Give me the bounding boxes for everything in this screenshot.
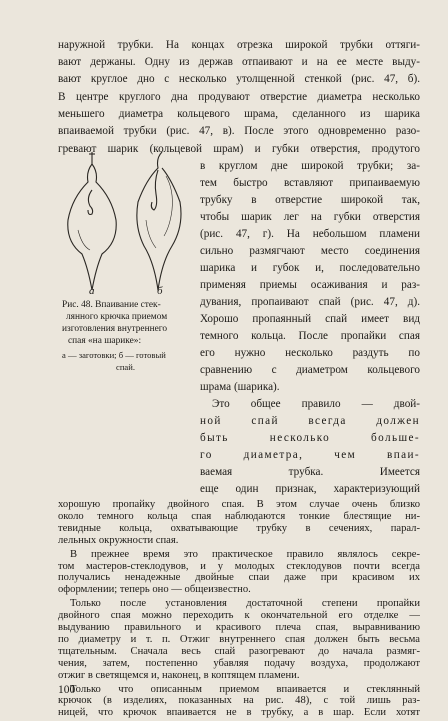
text-line: В центре круглого дна продувают отверстие диаметра несколько: [58, 91, 420, 103]
figure-legend-line: а — заготовки; б — готовый: [62, 350, 166, 360]
text-line: двойного спая можно переходить к окончательной его отделке —: [58, 610, 420, 622]
text-line: оформлении; теперь оно — общеизвестно.: [58, 584, 251, 596]
figure-caption-line: Рис. 48. Впаивание стек-: [62, 300, 161, 310]
text-line: шрама (шарика).: [200, 381, 280, 393]
figure-legend-line: спай.: [116, 362, 135, 372]
figure-caption-line: спая «на шарике»:: [68, 336, 142, 346]
figure-48-illustration: [58, 150, 198, 310]
text-line: тем быстро вставляют припаиваемую: [200, 177, 420, 189]
text-line: ваемая трубка. Имеется: [200, 466, 420, 478]
text-line: его нужно несколько раздуть по: [200, 347, 420, 359]
text-line: выдуванию правильного и красивого плеча спая, выравниванию: [58, 622, 420, 633]
text-line: сравнению с диаметром кольцевого: [200, 364, 420, 376]
text-line: трубку в отверстие широкой так,: [200, 194, 420, 206]
flask-a-outline: [68, 152, 116, 290]
text-line: чтобы шарик лег на губки отверстия: [200, 211, 420, 223]
text-line: меньшего диаметра кольцевого шрама, сделанного из шарика: [58, 108, 420, 120]
page-number: 100: [58, 684, 76, 696]
text-line: еще один признак, характеризующий: [200, 483, 420, 495]
flask-b-outline: [137, 152, 181, 290]
text-line: крючок (в изделиях, показанных на рис. 48), с той лишь раз-: [58, 695, 420, 707]
text-line: ницей, что крючок впаивается не в трубку, а в шар. Если хотят: [58, 707, 420, 719]
figure-label-b: б: [157, 285, 163, 297]
text-line: отжиг в светящемся и, наконец, в коптящем пламени.: [58, 669, 300, 681]
text-line: гревают шарик (кольцевой шрам) и губки отверстия, продутого: [58, 143, 420, 155]
text-line: том мастеров-стеклодувов, и у молодых стеклодувов почти всегда: [58, 560, 420, 572]
text-line: сильно размягчают место соединения: [200, 245, 420, 257]
text-line: тевидные кольца, охватывающие трубку в сечениях, парал-: [58, 522, 420, 534]
text-line: тщательным. Сначала весь спай разогревают до начала размяг-: [58, 645, 420, 657]
text-line: Это общее правило — двой-: [212, 398, 420, 410]
text-line: получались ненадежные двойные спаи даже при красивом их: [58, 572, 420, 584]
text-line: применяя приемы осаживания и раз-: [200, 279, 420, 291]
text-line: темного кольца. После пропайки спая: [200, 330, 420, 342]
text-line: хорошую пропайку двойного спая. В этом случае очень близко: [58, 499, 420, 510]
figure-caption-line: изготовления внутреннего: [62, 324, 168, 334]
figure-caption-line: лянного крючка приемом: [66, 312, 168, 322]
text-line: Только что описанным приемом впаивается и стеклянный: [70, 683, 420, 695]
text-line: впаиваемой трубки (рис. 47, в). После этого одновременно разо-: [58, 125, 420, 137]
text-line: го диаметра, чем впаи-: [200, 449, 420, 461]
text-line: чения, затем, постепенно убавляя подачу воздуха, продолжают: [58, 657, 420, 669]
text-line: Только после установления достаточной степени пропайки: [70, 598, 420, 610]
text-line: В прежнее время это практическое правило являлось секре-: [70, 548, 420, 560]
text-line: шарика и губок и, последовательно: [200, 262, 420, 274]
text-line: ной спай всегда должен: [200, 415, 420, 427]
figure-label-a: а: [89, 285, 95, 297]
text-line: вают круглое дно с несколько утолщенной стенкой (рис. 47, б).: [58, 73, 420, 85]
text-line: дувания, пропаивают спай (рис. 47, д).: [200, 296, 420, 308]
text-line: около темного кольца спая наблюдаются тонкие блестящие ни-: [58, 510, 420, 522]
text-line: Хорошо пропаянный спай имеет вид: [200, 313, 420, 325]
text-line: вают держаны. Одну из держав отпаивают и на ее месте выду-: [58, 56, 420, 68]
text-line: (рис. 47, г). На небольшом пламени: [200, 228, 420, 240]
text-line: наружной трубки. На концах отрезка широкой трубки оттяги-: [58, 39, 420, 51]
text-line: в круглом дне широкой трубки; за-: [200, 160, 420, 172]
text-line: по диаметру и т. п. Отжиг внутреннего спая должен быть весьма: [58, 633, 420, 645]
text-line: быть несколько больше-: [200, 432, 420, 444]
text-line: лельных окружности спая.: [58, 534, 179, 546]
